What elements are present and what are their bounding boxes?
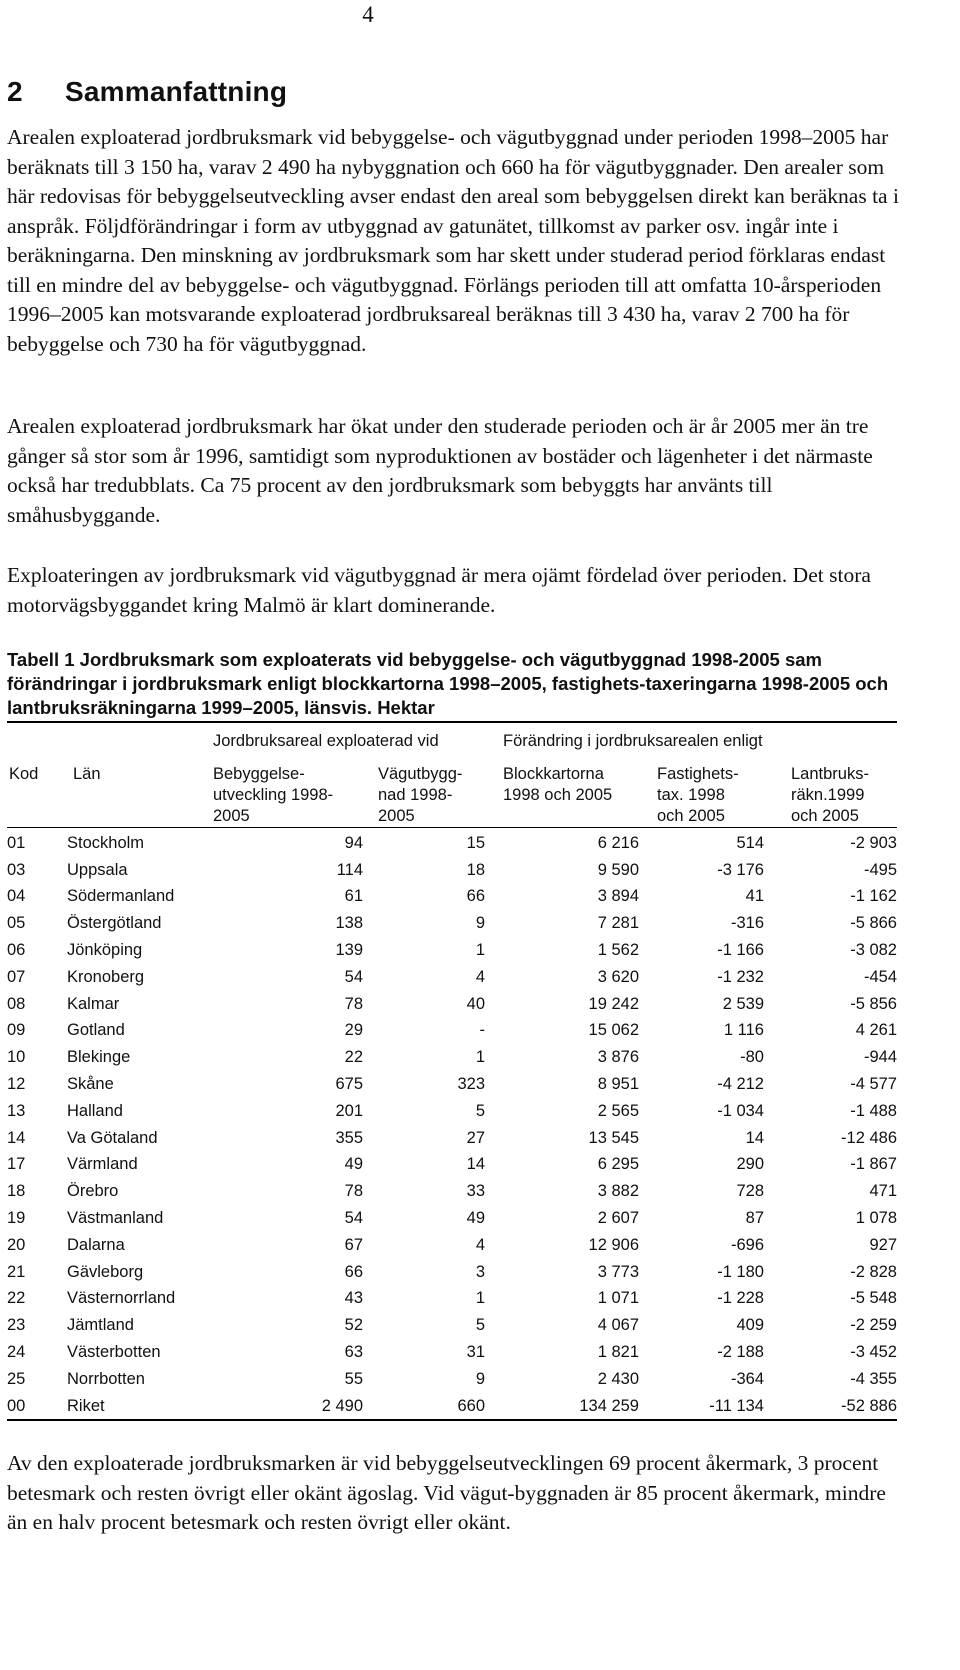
cell-vag: 9	[475, 1369, 485, 1388]
group-header-forandring: Förändring i jordbruksarealen enligt	[503, 732, 763, 750]
cell-fast: 514	[736, 833, 764, 852]
cell-vag: 5	[475, 1316, 485, 1335]
cell-lan: Värmland	[67, 1155, 138, 1174]
cell-fast: -316	[730, 914, 764, 933]
cell-block: 19 242	[588, 994, 639, 1013]
col-header-lant-line3: och 2005	[791, 807, 859, 825]
cell-kod: 09	[7, 1021, 26, 1040]
cell-fast: -1 166	[717, 941, 764, 960]
col-header-kod: Kod	[9, 765, 39, 783]
table-row	[7, 830, 897, 857]
cell-kod: 12	[7, 1075, 26, 1094]
cell-kod: 01	[7, 833, 26, 852]
table-row	[7, 1366, 897, 1393]
cell-bebyggelse: 355	[335, 1128, 363, 1147]
cell-lant: -2 259	[850, 1316, 897, 1335]
cell-bebyggelse: 54	[344, 1209, 363, 1228]
cell-lan: Norrbotten	[67, 1369, 145, 1388]
cell-bebyggelse: 63	[344, 1343, 363, 1362]
cell-fast: -11 134	[709, 1396, 764, 1415]
col-header-lant	[791, 764, 869, 827]
cell-lant: 927	[869, 1235, 897, 1254]
cell-kod: 00	[7, 1396, 26, 1415]
cell-kod: 04	[7, 887, 26, 906]
section-title: Sammanfattning	[65, 76, 288, 107]
cell-vag: 5	[475, 1101, 485, 1120]
cell-kod: 19	[7, 1209, 26, 1228]
cell-block: 3 773	[597, 1262, 639, 1281]
cell-fast: -364	[730, 1369, 764, 1388]
cell-vag: 33	[466, 1182, 485, 1201]
cell-block: 13 545	[588, 1128, 639, 1147]
cell-vag: 323	[457, 1075, 485, 1094]
cell-lan: Jönköping	[67, 941, 143, 960]
table-row	[7, 1339, 897, 1366]
cell-lan: Södermanland	[67, 887, 175, 906]
cell-bebyggelse: 61	[344, 887, 363, 906]
col-header-bebyggelse	[213, 764, 333, 827]
cell-block: 12 906	[588, 1235, 639, 1254]
table-row	[7, 1259, 897, 1286]
cell-lan: Va Götaland	[67, 1128, 158, 1147]
cell-lant: -454	[863, 967, 897, 986]
cell-bebyggelse: 66	[344, 1262, 363, 1281]
col-header-fast-line2: tax. 1998	[657, 786, 725, 804]
col-header-lant-line2: räkn.1999	[791, 786, 865, 804]
cell-fast: 409	[736, 1316, 764, 1335]
paragraph-summary-2: Arealen exploaterad jordbruksmark har ökat under den studerade perioden och är år 2005 mer än tre gånger så stor som år 1996, samtidigt som nyproduktionen av bostäder och lägenheter i det närmaste också har tredubblats. Ca 75 procent av den jordbruksmark som bebyggts har använts till småhusbyggande.	[7, 414, 873, 527]
table-row	[7, 1393, 897, 1420]
cell-kod: 14	[7, 1128, 26, 1147]
cell-block: 8 951	[597, 1075, 639, 1094]
col-header-fast	[657, 764, 739, 827]
cell-kod: 08	[7, 994, 26, 1013]
cell-bebyggelse: 138	[335, 914, 363, 933]
cell-lant: -12 486	[841, 1128, 897, 1147]
cell-fast: -1 180	[717, 1262, 764, 1281]
table-row	[7, 1125, 897, 1152]
cell-vag: 66	[466, 887, 485, 906]
cell-vag: 3	[475, 1262, 485, 1281]
cell-kod: 22	[7, 1289, 26, 1308]
table-row	[7, 937, 897, 964]
cell-bebyggelse: 94	[344, 833, 363, 852]
cell-fast: -3 176	[717, 860, 764, 879]
cell-lant: -5 856	[850, 994, 897, 1013]
cell-vag: 660	[457, 1396, 485, 1415]
cell-block: 2 565	[597, 1101, 639, 1120]
cell-lan: Östergötland	[67, 914, 162, 933]
cell-block: 1 071	[597, 1289, 639, 1308]
cell-lant: -4 355	[850, 1369, 897, 1388]
cell-lant: -2 828	[850, 1262, 897, 1281]
cell-bebyggelse: 22	[344, 1048, 363, 1067]
cell-kod: 17	[7, 1155, 26, 1174]
cell-kod: 21	[7, 1262, 26, 1281]
cell-block: 2 430	[597, 1369, 639, 1388]
cell-fast: -2 188	[717, 1343, 764, 1362]
section-heading	[7, 76, 287, 108]
col-header-vag-line2: nad 1998-	[378, 786, 453, 804]
col-header-vag-line3: 2005	[378, 807, 415, 825]
cell-lan: Västerbotten	[67, 1343, 161, 1362]
col-header-bebyggelse-line1: Bebyggelse-	[213, 765, 305, 783]
cell-lan: Västernorrland	[67, 1289, 176, 1308]
cell-block: 3 882	[597, 1182, 639, 1201]
cell-lant: -944	[863, 1048, 897, 1067]
cell-vag: 4	[475, 1235, 485, 1254]
cell-kod: 18	[7, 1182, 26, 1201]
cell-block: 2 607	[597, 1209, 639, 1228]
cell-lan: Gotland	[67, 1021, 125, 1040]
page-number: 4	[362, 2, 374, 27]
cell-lant: -1 488	[850, 1101, 897, 1120]
cell-lan: Kalmar	[67, 994, 120, 1013]
cell-bebyggelse: 78	[344, 1182, 363, 1201]
cell-fast: 290	[736, 1155, 764, 1174]
table-row	[7, 964, 897, 991]
cell-kod: 23	[7, 1316, 26, 1335]
table-row	[7, 857, 897, 884]
cell-lant: -3 452	[850, 1343, 897, 1362]
cell-block: 3 876	[597, 1048, 639, 1067]
cell-lant: -52 886	[841, 1396, 897, 1415]
table-row	[7, 1044, 897, 1071]
paragraph-after-table: Av den exploaterade jordbruksmarken är vid bebyggelseutvecklingen 69 procent åkermark, 3 procent betesmark och resten övrigt eller okänt ägoslag. Vid vägut-byggnaden är 85 procent åkermark, mindre än en halv procent betesmark och resten övrigt eller okänt.	[7, 1451, 886, 1534]
cell-kod: 07	[7, 967, 26, 986]
cell-lan: Riket	[67, 1396, 105, 1415]
cell-lan: Skåne	[67, 1075, 114, 1094]
cell-fast: 41	[745, 887, 764, 906]
cell-block: 9 590	[597, 860, 639, 879]
cell-vag: 1	[475, 1289, 485, 1308]
cell-vag: 1	[475, 941, 485, 960]
cell-lan: Halland	[67, 1101, 123, 1120]
cell-fast: 1 116	[723, 1021, 764, 1040]
col-header-fast-line1: Fastighets-	[657, 765, 739, 783]
cell-block: 3 894	[597, 887, 639, 906]
cell-bebyggelse: 55	[344, 1369, 363, 1388]
cell-lan: Dalarna	[67, 1235, 125, 1254]
cell-kod: 10	[7, 1048, 26, 1067]
col-header-vag	[378, 764, 462, 827]
table-row	[7, 1232, 897, 1259]
cell-bebyggelse: 52	[344, 1316, 363, 1335]
cell-vag: 27	[466, 1128, 485, 1147]
cell-lan: Jämtland	[67, 1316, 134, 1335]
cell-bebyggelse: 201	[335, 1101, 363, 1120]
cell-bebyggelse: 139	[335, 941, 363, 960]
table-row	[7, 1205, 897, 1232]
cell-fast: 2 539	[722, 994, 764, 1013]
cell-fast: -1 232	[717, 967, 764, 986]
col-header-lan: Län	[73, 765, 101, 783]
cell-kod: 03	[7, 860, 26, 879]
cell-lan: Blekinge	[67, 1048, 131, 1067]
table-body	[7, 830, 897, 1420]
cell-bebyggelse: 54	[344, 967, 363, 986]
cell-vag: 9	[475, 914, 485, 933]
cell-block: 6 216	[597, 833, 639, 852]
cell-lant: 471	[869, 1182, 897, 1201]
cell-bebyggelse: 78	[344, 994, 363, 1013]
table-row	[7, 1286, 897, 1313]
group-header-exploaterad: Jordbruksareal exploaterad vid	[213, 732, 439, 750]
table-caption: Tabell 1 Jordbruksmark som exploaterats vid bebyggelse- och vägutbyggnad 1998-2005 sam förändringar i jordbruksmark enligt blockkartorna 1998–2005, fastighets-taxeringarna 1998-2005 och lantbruksräkningarna 1999–2005, länsvis. Hektar	[7, 649, 889, 718]
cell-vag: 15	[466, 833, 485, 852]
col-header-block-line1: Blockkartorna	[503, 765, 604, 783]
cell-block: 4 067	[597, 1316, 639, 1335]
cell-lant: -3 082	[850, 941, 897, 960]
cell-fast: -1 228	[717, 1289, 764, 1308]
col-header-bebyggelse-line3: 2005	[213, 807, 250, 825]
cell-kod: 06	[7, 941, 26, 960]
col-header-block-line2: 1998 och 2005	[503, 786, 613, 804]
cell-vag: 1	[475, 1048, 485, 1067]
cell-fast: -1 034	[717, 1101, 764, 1120]
paragraph-summary-3: Exploateringen av jordbruksmark vid vägutbyggnad är mera ojämt fördelad över perioden. Det stora motorvägsbyggandet kring Malmö är klart dominerande.	[7, 563, 871, 617]
cell-lant: 1 078	[855, 1209, 897, 1228]
cell-fast: 14	[745, 1128, 764, 1147]
cell-block: 134 259	[579, 1396, 639, 1415]
cell-lan: Kronoberg	[67, 967, 145, 986]
col-header-bebyggelse-line2: utveckling 1998-	[213, 786, 334, 804]
table-row	[7, 910, 897, 937]
col-header-fast-line3: och 2005	[657, 807, 725, 825]
cell-lant: -5 548	[850, 1289, 897, 1308]
cell-lan: Örebro	[67, 1182, 119, 1201]
section-number: 2	[7, 76, 23, 107]
cell-fast: -4 212	[717, 1075, 764, 1094]
cell-bebyggelse: 675	[335, 1075, 363, 1094]
col-header-lant-line1: Lantbruks-	[791, 765, 869, 783]
cell-vag: -	[479, 1021, 485, 1040]
cell-kod: 13	[7, 1101, 26, 1120]
col-header-vag-line1: Vägutbygg-	[378, 765, 463, 783]
cell-bebyggelse: 67	[344, 1235, 363, 1254]
table-bottom-rule	[7, 1419, 897, 1421]
cell-bebyggelse: 2 490	[321, 1396, 363, 1415]
cell-kod: 20	[7, 1235, 26, 1254]
table-top-rule	[7, 721, 897, 723]
cell-fast: 87	[745, 1209, 764, 1228]
table-row	[7, 1178, 897, 1205]
cell-block: 3 620	[597, 967, 639, 986]
cell-lan: Uppsala	[67, 860, 128, 879]
cell-lant: 4 261	[855, 1021, 897, 1040]
cell-bebyggelse: 29	[344, 1021, 363, 1040]
cell-block: 1 821	[597, 1343, 639, 1362]
table-row	[7, 991, 897, 1018]
cell-block: 1 562	[597, 941, 639, 960]
table-header-rule	[7, 827, 897, 828]
cell-bebyggelse: 49	[344, 1155, 363, 1174]
table-row	[7, 1018, 897, 1045]
cell-fast: 728	[736, 1182, 764, 1201]
table-row	[7, 1312, 897, 1339]
data-table	[7, 830, 897, 1420]
col-header-block	[503, 764, 612, 806]
cell-vag: 4	[475, 967, 485, 986]
cell-lan: Stockholm	[67, 833, 145, 852]
cell-lant: -4 577	[850, 1075, 897, 1094]
cell-lant: -1 867	[850, 1155, 897, 1174]
cell-kod: 05	[7, 914, 26, 933]
cell-kod: 25	[7, 1369, 26, 1388]
cell-lant: -495	[863, 860, 897, 879]
cell-fast: -80	[740, 1048, 764, 1067]
cell-vag: 31	[466, 1343, 485, 1362]
table-row	[7, 1071, 897, 1098]
cell-kod: 24	[7, 1343, 26, 1362]
cell-bebyggelse: 114	[336, 860, 363, 879]
cell-lan: Gävleborg	[67, 1262, 144, 1281]
cell-vag: 40	[466, 994, 485, 1013]
cell-fast: -696	[730, 1235, 764, 1254]
cell-block: 7 281	[597, 914, 639, 933]
table-row	[7, 1152, 897, 1179]
cell-block: 6 295	[597, 1155, 639, 1174]
cell-lan: Västmanland	[67, 1209, 164, 1228]
cell-vag: 14	[466, 1155, 485, 1174]
table-row	[7, 884, 897, 911]
cell-vag: 18	[466, 860, 485, 879]
cell-bebyggelse: 43	[344, 1289, 363, 1308]
cell-block: 15 062	[588, 1021, 639, 1040]
paragraph-summary-1: Arealen exploaterad jordbruksmark vid bebyggelse- och vägutbyggnad under perioden 1998–2005 har beräknats till 3 150 ha, varav 2 490 ha nybyggnation och 660 ha för vägutbyggnader. Den arealer som här redovisas för bebyggelseutveckling avser endast den areal som bebyggelsen direkt kan beräknas ta i anspråk. Följdförändringar i form av utbyggnad av gatunätet, tillkomst av parker osv. ingår inte i beräkningarna. Den minskning av jordbruksmark som har skett under studerad period förklaras endast till en mindre del av bebyggelse- och vägutbyggnad. Förlängs perioden till att omfatta 10-årsperioden 1996–2005 kan motsvarande exploaterad jordbruksareal beräknas till 3 430 ha, varav 2 700 ha för bebyggelse och 730 ha för vägutbyggnad.	[7, 125, 899, 356]
cell-vag: 49	[466, 1209, 485, 1228]
cell-lant: -5 866	[850, 914, 897, 933]
cell-lant: -1 162	[850, 887, 897, 906]
table-row	[7, 1098, 897, 1125]
cell-lant: -2 903	[850, 833, 897, 852]
